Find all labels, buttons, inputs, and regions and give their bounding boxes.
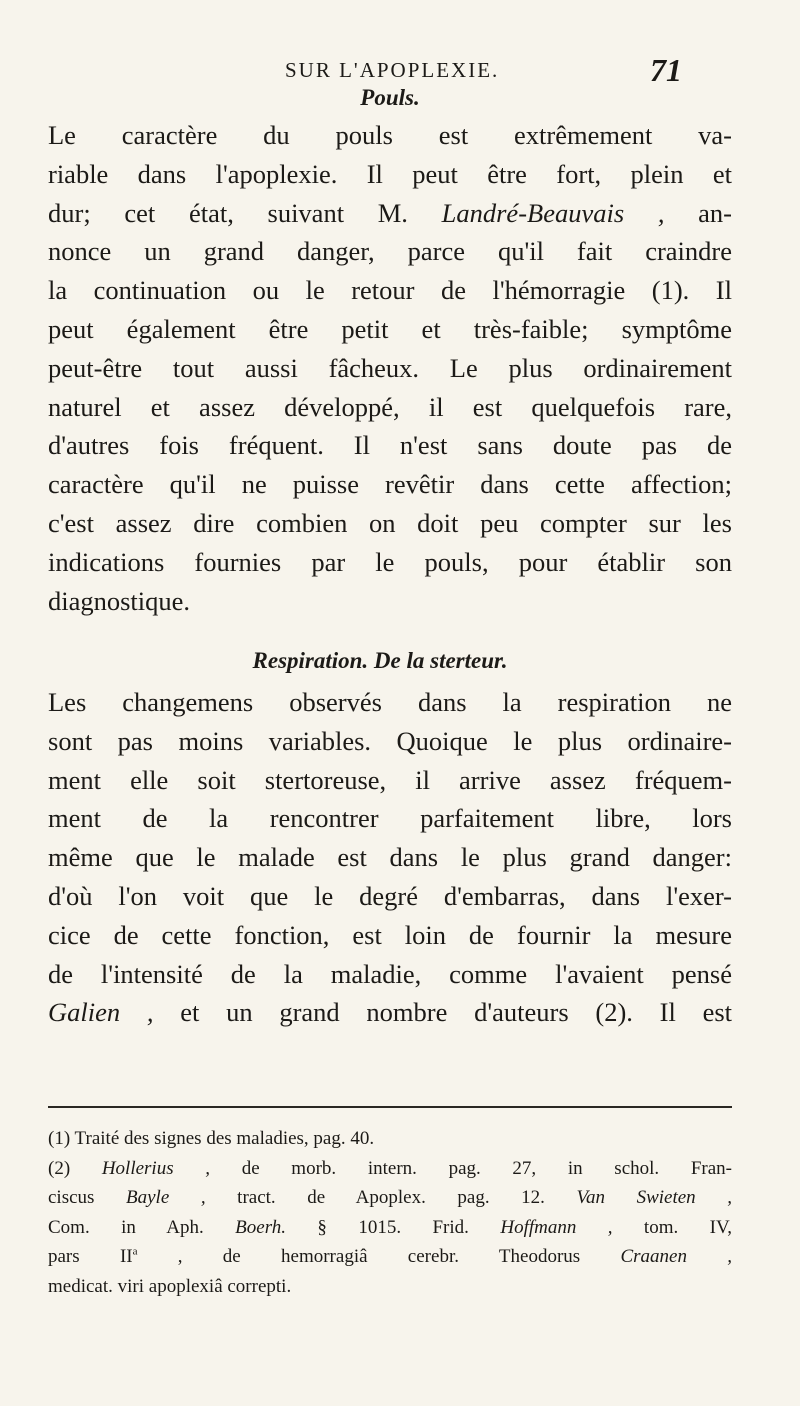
text-line: ment elle soit stertoreuse, il arrive assez fréquem- (48, 764, 732, 795)
text-run: tom. IV, (612, 1216, 733, 1238)
text-line: d'autres fois fréquent. Il n'est sans doute pas de (48, 430, 732, 461)
author-name: Hollerius , (101, 1157, 211, 1179)
text-run: an- (664, 197, 732, 228)
text-run: , de hemorragiâ cerebr. Theodorus (137, 1246, 621, 1267)
author-name: Landré-Beauvais , (441, 197, 665, 228)
running-head (0, 52, 800, 88)
paragraph-pouls (48, 116, 732, 620)
text-line: naturel et assez développé, il est quelquefois rare, (48, 391, 732, 422)
page-number: 71 (650, 52, 682, 88)
text-line: sont pas moins variables. Quoique le plus ordinaire- (48, 725, 732, 756)
text-run: ciscus (48, 1187, 127, 1208)
text-line: de l'intensité de la maladie, comme l'avaient pensé (48, 958, 732, 989)
text-line: Les changemens observés dans la respiration ne (48, 687, 732, 717)
text-run: dur; cet état, suivant M. (48, 197, 442, 228)
footnote-1: (1) Traité des signes des maladies, pag. 40. (48, 1128, 375, 1149)
text-line: même que le malade est dans le plus grand danger: (48, 842, 732, 873)
text-run: pars II (48, 1246, 133, 1267)
footnote-line: medicat. viri apoplexiâ correpti. (48, 1275, 292, 1297)
footnote-2 (48, 1154, 732, 1184)
text-line: c'est assez dire combien on doit peu compter sur les (48, 507, 732, 538)
text-line: riable dans l'apoplexie. Il peut être fort, plein et (48, 158, 732, 189)
text-line: la continuation ou le retour de l'hémorragie (1). Il (48, 275, 732, 306)
text-run: Com. in Aph. (48, 1216, 236, 1238)
text-run: tract. de Apoplex. pag. 12. (205, 1187, 577, 1208)
text-run: § 1015. Frid. (286, 1216, 501, 1238)
author-name: Hoffmann , (500, 1216, 613, 1238)
footnote-line (48, 1183, 732, 1213)
text-run: et un grand nombre d'auteurs (2). Il est (153, 997, 733, 1028)
text-line: diagnostique. (48, 585, 191, 616)
footnotes (48, 1124, 732, 1301)
text-line: indications fournies par le pouls, pour établir son (48, 546, 732, 577)
footnote-line (48, 1242, 732, 1272)
author-name: Van Swieten , (576, 1187, 732, 1208)
author-name: Boerh. (235, 1216, 286, 1238)
text-line: nonce un grand danger, parce qu'il fait craindre (48, 236, 732, 267)
footnote-line (48, 1213, 732, 1243)
section-heading-respiration: Respiration. De la sterteur. (252, 648, 508, 673)
text-line: peut-être tout aussi fâcheux. Le plus ordinairement (48, 352, 732, 383)
text-line: Le caractère du pouls est extrêmement va- (48, 120, 732, 150)
text-run: (2) (48, 1157, 102, 1179)
author-name: Galien , (48, 997, 154, 1028)
text-line: d'où l'on voit que le degré d'embarras, dans l'exer- (48, 880, 732, 911)
text-line (48, 993, 732, 1032)
text-line: ment de la rencontrer parfaitement libre, lors (48, 803, 732, 834)
author-name: Bayle , (126, 1187, 206, 1208)
text-line: cice de cette fonction, est loin de fournir la mesure (48, 919, 732, 950)
text-line: peut également être petit et très-faible; symptôme (48, 313, 732, 344)
author-name: Craanen , (620, 1246, 732, 1267)
footnote-divider (48, 1106, 732, 1108)
running-title: SUR L'APOPLEXIE. (285, 58, 500, 82)
text-line (48, 194, 732, 233)
section-heading-pouls: Pouls. (360, 85, 420, 110)
text-line: caractère qu'il ne puisse revêtir dans cette affection; (48, 469, 732, 500)
superscript: a (132, 1245, 138, 1258)
paragraph-respiration (48, 683, 732, 1032)
text-run: de morb. intern. pag. 27, in schol. Fran- (210, 1157, 732, 1179)
